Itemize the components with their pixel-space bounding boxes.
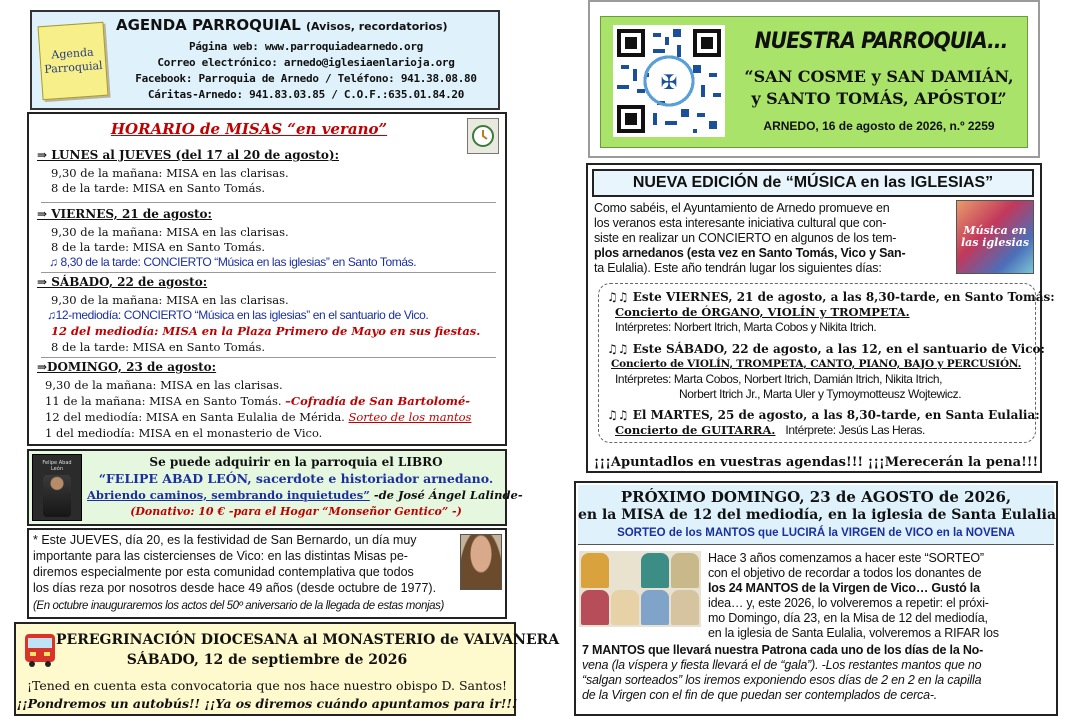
mass-line: 8 de la tarde: MISA en Santo Tomás. [51, 240, 266, 254]
issue-line: ARNEDO, 16 de agosto de 2026, n.º 2259 [763, 119, 995, 133]
musica-title: NUEVA EDICIÓN de “MÚSICA en las IGLESIAS” [592, 169, 1034, 197]
libro-title: “FELIPE ABAD LEÓN, sacerdote e historiador arnedano. [98, 471, 494, 486]
musica-intro-line: siste en realizar un CONCIERTO en algunos de los tem- [594, 231, 897, 245]
agenda-web[interactable]: Página web: www.parroquiadearnedo.org [189, 40, 423, 53]
nuestra-parroquia-box [588, 0, 1040, 158]
proximo-line: “salgan sorteados” los iremos exponiendo esos días de 2 en 2 en la capilla [582, 673, 982, 687]
day-heading: ⇒DOMINGO, 23 de agosto: [37, 360, 217, 374]
concert-performers: Intérpretes: Norbert Itrich, Marta Cobos y Nikita Itrich. [615, 320, 877, 334]
mantos-photo [579, 551, 701, 627]
concerts-panel [598, 283, 1055, 443]
agenda-box [30, 10, 500, 110]
book-cover-image [32, 454, 82, 521]
proximo-header [578, 485, 1057, 545]
musica-poster-label: Música en las iglesias [960, 224, 1030, 249]
agenda-note-label: Agenda Parroquial [43, 45, 104, 77]
cofradia-note: –Cofradía de San Bartolomé- [285, 394, 471, 408]
concert-when: ♫♫ Este SÁBADO, 22 de agosto, a las 12, en el santuario de Vico: [607, 342, 1045, 356]
mass-line: 12 del mediodía: MISA en Santa Eulalia de Mérida. Sorteo de los mantos [45, 410, 472, 424]
day-heading: ⇒ SÁBADO, 22 de agosto: [37, 275, 208, 289]
book-cover-title: Felipe Abad León [42, 460, 72, 472]
proximo-line: idea… y, este 2026, lo volveremos a repetir: el próxi- [708, 596, 989, 610]
peregrinacion-title: PEREGRINACIÓN DIOCESANA al MONASTERIO de VALVANERA [56, 632, 560, 648]
proximo-line: en la iglesia de Santa Eulalia, volveremos a RIFAR los [708, 626, 999, 640]
concert-performers: Intérpretes: Marta Cobos, Norbert Itrich, Damián Itrich, Nikita Itrich, [615, 372, 943, 386]
musica-box [586, 163, 1055, 473]
musica-intro-line: Como sabéis, el Ayuntamiento de Arnedo promueve en [594, 201, 890, 215]
agenda-title-text: AGENDA PARROQUIAL [116, 16, 301, 34]
libro-box [27, 449, 523, 526]
concert-what-line: Concierto de GUITARRA. Intérprete: Jesús Las Heras. [615, 423, 925, 437]
mass-line: 9,30 de la mañana: MISA en las clarisas. [51, 166, 289, 180]
agenda-email[interactable]: Correo electrónico: arnedo@iglesiaenlarioja.org [157, 56, 455, 69]
mass-line: 9,30 de la mañana: MISA en las clarisas. [51, 293, 289, 307]
divider [41, 272, 496, 273]
mass-line: 8 de la tarde: MISA en Santo Tomás. [51, 181, 266, 195]
libro-line: Se puede adquirir en la parroquia el LIBRO [149, 455, 443, 469]
libro-subtitle: Abriendo caminos, sembrando inquietudes” -de José Ángel Lalinde- [87, 488, 523, 502]
agenda-caritas: Cáritas-Arnedo: 941.83.03.85 / C.O.F.:635.01.84.20 [147, 88, 465, 101]
concert-performers: Norbert Itrich Jr., Marta Uler y Tymoymotteusz Wojtewicz. [679, 387, 962, 401]
proximo-line: 7 MANTOS que llevará nuestra Patrona cada uno de los días de la No- [582, 643, 984, 657]
san-bernardo-portrait [460, 534, 502, 590]
jueves-line: los días reza por nosotros desde hace 49 años (desde octubre de 1977). [33, 581, 437, 595]
proximo-line: mo Domingo, día 23, en la Misa de 12 del mediodía, [708, 611, 988, 625]
jueves-line: importante para las cistercienses de Vico: en las distintas Misas pe- [33, 549, 408, 563]
proximo-line: los 24 MANTOS de la Virgen de Vico… Gustó la [708, 581, 980, 595]
qr-code-icon[interactable] [613, 25, 725, 137]
jueves-note: (En octubre inauguraremos los actos del 50º aniversario de la llegada de estas monjas) [33, 600, 444, 612]
mass-line: 1 del mediodía: MISA en el monasterio de Vico. [45, 426, 323, 440]
horario-box [27, 112, 507, 446]
proximo-domingo-box [574, 481, 1058, 716]
proximo-subheading: SORTEO de los MANTOS que LUCIRÁ la VIRGEN de VICO en la NOVENA [617, 527, 1015, 539]
proximo-heading: PRÓXIMO DOMINGO, 23 de AGOSTO de 2026, [620, 488, 1012, 506]
special-mass-line: 12 del mediodía: MISA en la Plaza Primero de Mayo en sus fiestas. [51, 324, 481, 338]
musica-footer: ¡¡¡Apuntadlos en vuestras agendas!!! ¡¡¡Merecerán la pena!!! [593, 455, 1039, 470]
horario-title: HORARIO de MISAS “en verano” [110, 120, 388, 138]
concert-what: Concierto de VIOLÍN, TROMPETA, CANTO, PIANO, BAJO y PERCUSIÓN. [611, 358, 1022, 370]
musica-intro-line: plos arnedanos (esta vez en Santo Tomás, Vico y San- [594, 246, 906, 260]
mass-line: 9,30 de la mañana: MISA en las clarisas. [51, 225, 289, 239]
musica-intro-line: ta Eulalia). Este año tendrán lugar los siguientes días: [594, 261, 882, 275]
proximo-line: con el objetivo de recordar a todos los donantes de [708, 566, 982, 580]
proximo-line: vena (la víspera y fiesta llevará el de “gala”). -Los restantes mantos que no [582, 658, 982, 672]
jueves-line: diremos especialmente por esta comunidad contemplativa que todos [33, 565, 414, 579]
concert-when: ♫♫ Este VIERNES, 21 de agosto, a las 8,30-tarde, en Santo Tomás: [607, 290, 1055, 304]
agenda-facebook: Facebook: Parroquia de Arnedo / Teléfono: 941.38.08.80 [135, 72, 477, 85]
peregrinacion-line: ¡Tened en cuenta esta convocatoria que nos hace nuestro obispo D. Santos! [26, 678, 508, 693]
libro-donativo: (Donativo: 10 € -para el Hogar “Monseñor Gentico” -) [130, 505, 462, 518]
peregrinacion-date: SÁBADO, 12 de septiembre de 2026 [126, 652, 408, 668]
divider [41, 202, 496, 203]
agenda-title [116, 16, 448, 34]
header-panel [600, 16, 1028, 148]
proximo-line: de la Virgen con el fin de que puedan ser contemplados de cerca-. [582, 688, 938, 702]
proximo-heading: en la MISA de 12 del mediodía, en la iglesia de Santa Eulalia [578, 507, 1057, 523]
concert-line: ♫ 8,30 de la tarde: CONCIERTO “Música en las iglesias” en Santo Tomás. [49, 255, 417, 269]
clock-icon [467, 118, 499, 154]
peregrinacion-line: ¡¡Pondremos un autobús!! ¡¡Ya os diremos cuándo apuntamos para ir!!! [16, 696, 518, 711]
nuestra-title: NUESTRA PARROQUIA... [754, 29, 1008, 54]
musica-poster-image [956, 200, 1034, 274]
divider [41, 357, 496, 358]
jueves-box [27, 528, 507, 619]
mass-line: 8 de la tarde: MISA en Santo Tomás. [51, 340, 266, 354]
parish-name-line: y SANTO TOMÁS, APÓSTOL” [751, 89, 1007, 108]
concert-what: Concierto de ÓRGANO, VIOLÍN y TROMPETA. [615, 305, 910, 319]
peregrinacion-box [14, 622, 560, 716]
svg-text:✠: ✠ [660, 70, 678, 94]
parish-name-line: “SAN COSME y SAN DAMIÁN, [744, 67, 1014, 86]
agenda-subtitle: (Avisos, recordatorios) [306, 20, 448, 33]
day-heading: ⇒ VIERNES, 21 de agosto: [37, 207, 212, 221]
concert-line: ♫12-mediodía: CONCIERTO “Música en las iglesias” en el santuario de Vico. [47, 308, 429, 322]
mass-line: 11 de la mañana: MISA en Santo Tomás. –Cofradía de San Bartolomé- [45, 394, 471, 408]
sorteo-note: Sorteo de los mantos [348, 410, 472, 424]
mass-line: 9,30 de la mañana: MISA en las clarisas. [45, 378, 283, 392]
musica-intro-line: los veranos esta interesante iniciativa cultural que con- [594, 216, 887, 230]
day-heading: ⇒ LUNES al JUEVES (del 17 al 20 de agosto): [37, 148, 340, 162]
sticky-note-icon [37, 22, 108, 100]
proximo-line: Hace 3 años comenzamos a hacer este “SORTEO” [708, 551, 984, 565]
jueves-line: * Este JUEVES, día 20, es la festividad de San Bernardo, un día muy [33, 533, 417, 547]
concert-when: ♫♫ El MARTES, 25 de agosto, a las 8,30-tarde, en Santa Eulalia: [607, 408, 1040, 422]
